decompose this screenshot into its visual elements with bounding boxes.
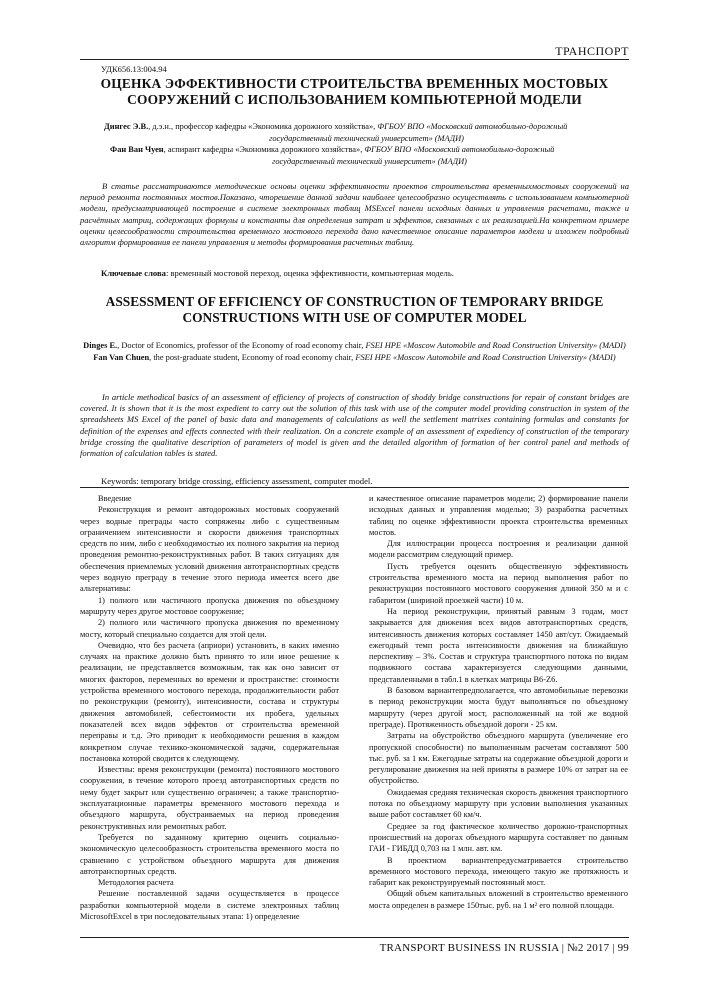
body-paragraph: Пусть требуется оценить общественную эффективность строительства временного моста на период выполнения работ по реконструкции постоянного мостового сооружения длиной 350 м и с габаритом (шириной проезжей части) 10 м. — [369, 561, 628, 605]
footer-divider — [80, 937, 629, 938]
abstract-en: In article methodical basics of an assessment of efficiency of projects of construction of shoddy bridge constructions for repair of constant bridges are covered. It is shown that it is the most expedient to carry out the solution of this task with use of the computer model providing construction in system of the spreadsheets MS Excel of the panel of basic data and managements of calculations as well the settlement matrixes containing formulas and constants for definition of the expenses and effects connected with their realization. On a concrete example of an assessment of expediency of construction of the temporary bridge crossing the qualitative description of parameters of model is given and the detailed algorithm of formation of her control panel and methods of formation of calculation tables is stated. — [80, 392, 629, 459]
keywords-label-ru: Ключевые слова — [101, 268, 166, 278]
body-paragraph: Требуется по заданному критерию оценить социально-экономическую целесообразность строительства временного моста по сравнению с устройством объездного маршрута для движения автотранспортных средств. — [80, 832, 339, 876]
body-paragraph: Реконструкция и ремонт автодорожных мостовых сооружений через водные преграды часто сопряжены либо с существенным ограничением интенсивности и скорости движения транспортных средств по ним, либо с необходимостью их полного закрытия на период проведения ремонтно-реконструктивных работ. В таких ситуациях для обеспечения приемлемых условий движения автотранспортных средств через водную преграду в течение этого периода имеется всего две альтернативы: — [80, 505, 339, 594]
body-divider — [80, 487, 629, 488]
header-divider — [80, 59, 629, 60]
body-paragraph: и качественное описание параметров модели; 2) формирование панели исходных данных и управления моделью; 3) разработка расчетных таблиц по оценке эффективности проекта строительства временных мостов. — [369, 494, 628, 537]
body-paragraph: Очевидно, что без расчета (априори) установить, в каких именно случаях на практике должно быть принято то или иное решение к реализации, не представляется возможным, так как оно зависит от многих факторов, переменных во времени и пространстве: стоимости устройства временного мостового перехода, продолжительности работ по реконструкции (ремонту), интенсивности, состава и структуры движения автомобилей, себестоимости их пробега, удельных показателей всех видов эффектов от строительства временной переправы и т.д. Это приводит к необходимости решения в каждом конкретном случае технико-экономической задачи, содержательная постановка которой сводится к следующему. — [80, 640, 339, 763]
keywords-en: Keywords: temporary bridge crossing, efficiency assessment, computer model. — [101, 476, 373, 486]
body-paragraph: В базовом вариантепредполагается, что автомобильные перевозки в период реконструкции моста будут выполняться по объездному маршруту (через другой мост, расположенный на той же водной преграде). Протяженность объездной дороги - 25 км. — [369, 686, 628, 729]
body-column-right — [369, 493, 628, 911]
body-paragraph: Решение поставленной задачи осуществляется в процессе разработки компьютерной модели в системе электронных таблиц MicrosoftExcel в три последовательных этапа: 1) определение — [80, 889, 339, 921]
section-heading: Методология расчета — [98, 878, 174, 888]
authors-ru — [80, 121, 629, 167]
keywords-ru — [101, 268, 629, 278]
author-2-en — [80, 352, 629, 364]
article-title-ru: ОЦЕНКА ЭФФЕКТИВНОСТИ СТРОИТЕЛЬСТВА ВРЕМЕННЫХ МОСТОВЫХ СООРУЖЕНИЙ С ИСПОЛЬЗОВАНИЕМ КОМПЬЮТЕРНОЙ МОДЕЛИ — [100, 76, 609, 107]
body-paragraph: Общий объем капитальных вложений в строительство временного моста определен в размере 150тыс. руб. на 1 м² его полной площади. — [369, 889, 628, 910]
author-1-role-en: , Doctor of Economics, professor of the Economy of road economy chair, — [117, 341, 366, 350]
author-1-org-en: FSEI HPE «Moscow Automobile and Road Construction University» (MADI) — [365, 341, 626, 350]
keywords-text-ru: : временный мостовой переход, оценка эффективности, компьютерная модель. — [165, 268, 454, 278]
author-2-org: ФГБОУ ВПО «Московский автомобильно-дорожный — [364, 145, 555, 154]
author-1-name: Дингес Э.В. — [104, 122, 149, 131]
body-column-left — [80, 493, 339, 922]
page-footer: TRANSPORT BUSINESS IN RUSSIA | №2 2017 | 99 — [379, 942, 629, 954]
abstract-ru: В статье рассматриваются методические основы оценки эффективности проектов строительства временныхмостовых сооружений на период ремонта постоянных мостов.Показано, чторешение данной задачи наиболее целесообразно осуществлять с использованием компьютерной модели, предусматривающей построение в системе электронных таблиц MSExcel панели исходных данных и управления расчетами, также и расчётных матриц, содержащих формулы и константы для определения затрат и эффектов, связанных с их реализацией.На конкретном примере оценки целесообразности строительства временного мостового перехода дано качественное описание параметров модели и изложен подробный алгоритм формирования ее панели управления и методы формирования расчетных таблиц. — [80, 181, 629, 248]
author-2-org-en: FSEI HPE «Moscow Automobile and Road Construction University» (MADI) — [355, 352, 616, 362]
body-paragraph: Известны: время реконструкции (ремонта) постоянного мостового сооружения, в течение которого проезд автотранспортных средств по нему будет закрыт или существенно ограничен; а также транспортно-эксплуатационные параметры временного мостового перехода и объездного маршрута, обустраиваемых на период проведения реконструктивных или ремонтных работ. — [80, 765, 339, 831]
journal-section-title: ТРАНСПОРТ — [555, 44, 629, 58]
author-1-name-en: Dinges E. — [83, 341, 118, 350]
section-heading: Введение — [98, 494, 132, 503]
body-paragraph: Для иллюстрации процесса построения и реализации данной модели рассмотрим следующий пример. — [369, 539, 628, 560]
author-2-org-cont: государственный технический университет» (МАДИ) — [272, 156, 467, 166]
author-1-en — [80, 340, 629, 352]
body-paragraph: 2) полного или частичного пропуска движения по временному мосту, который специально создается для этой цели. — [80, 618, 339, 639]
body-paragraph: В проектном вариантепредусматривается строительство временного мостового перехода, имеющего такую же протяжность и габарит как реконструируемый постоянный мост. — [369, 855, 628, 888]
body-paragraph: На период реконструкции, принятый равным 3 годам, мост закрывается для движения всех видов автотранспортных средств, интенсивность движения которых составляет 1450 авт/сут. Ожидаемый ежегодный темп роста интенсивности движения на ближайшую перспективу – 3%. Состав и структура транспортного потока по видам подвижного состава характеризуется следующими данными, представленными в табл.1 в клетках матрицы B6-Z6. — [369, 606, 628, 684]
author-1-role: , д.э.н., профессор кафедры «Экономика дорожного хозяйства», — [148, 122, 378, 131]
author-2-name: Фан Ван Чуен — [110, 145, 164, 154]
article-title-en: ASSESSMENT OF EFFICIENCY OF CONSTRUCTION OF TEMPORARY BRIDGE CONSTRUCTIONS WITH USE OF COMPUTER MODEL — [105, 294, 604, 325]
udk-code: УДК656.13:004.94 — [101, 64, 167, 74]
author-1-org-cont: государственный технический университет» (МАДИ) — [269, 133, 464, 143]
body-paragraph: 1) полного или частичного пропуска движения по объездному маршруту через другое мостовое сооружение; — [80, 595, 339, 616]
author-2-role-en: , the post-graduate student, Economy of road economy chair, — [149, 352, 356, 362]
author-2-name-en: Fan Van Chuen — [93, 352, 150, 362]
authors-en — [80, 340, 629, 363]
author-2-ru — [80, 144, 629, 167]
body-paragraph: Ожидаемая средняя техническая скорость движения транспортного потока по объездному маршруту при условии выполнения указанных выше работ составляет 60 км/ч. — [369, 787, 628, 820]
body-paragraph: Среднее за год фактическое количество дорожно-транспортных происшествий на дорогах объездного маршрута составляет по данным ГАИ - ГИБДД 0,703 на 1 млн. авт. км. — [369, 821, 628, 854]
author-1-org: ФГБОУ ВПО «Московский автомобильно-дорожный — [377, 122, 568, 131]
body-paragraph: Затраты на обустройство объездного маршрута (увеличение его пропускной способности) по выполненным расчетам составляют 500 тыс. руб. за 1 км. Ежегодные затраты на содержание объездной дороги и регулирование движения на ней приняты в размере 10% от затрат на ее обустройство. — [369, 731, 628, 786]
author-1-ru — [80, 121, 629, 144]
author-2-role: , аспирант кафедры «Экономика дорожного хозяйства», — [163, 145, 365, 154]
